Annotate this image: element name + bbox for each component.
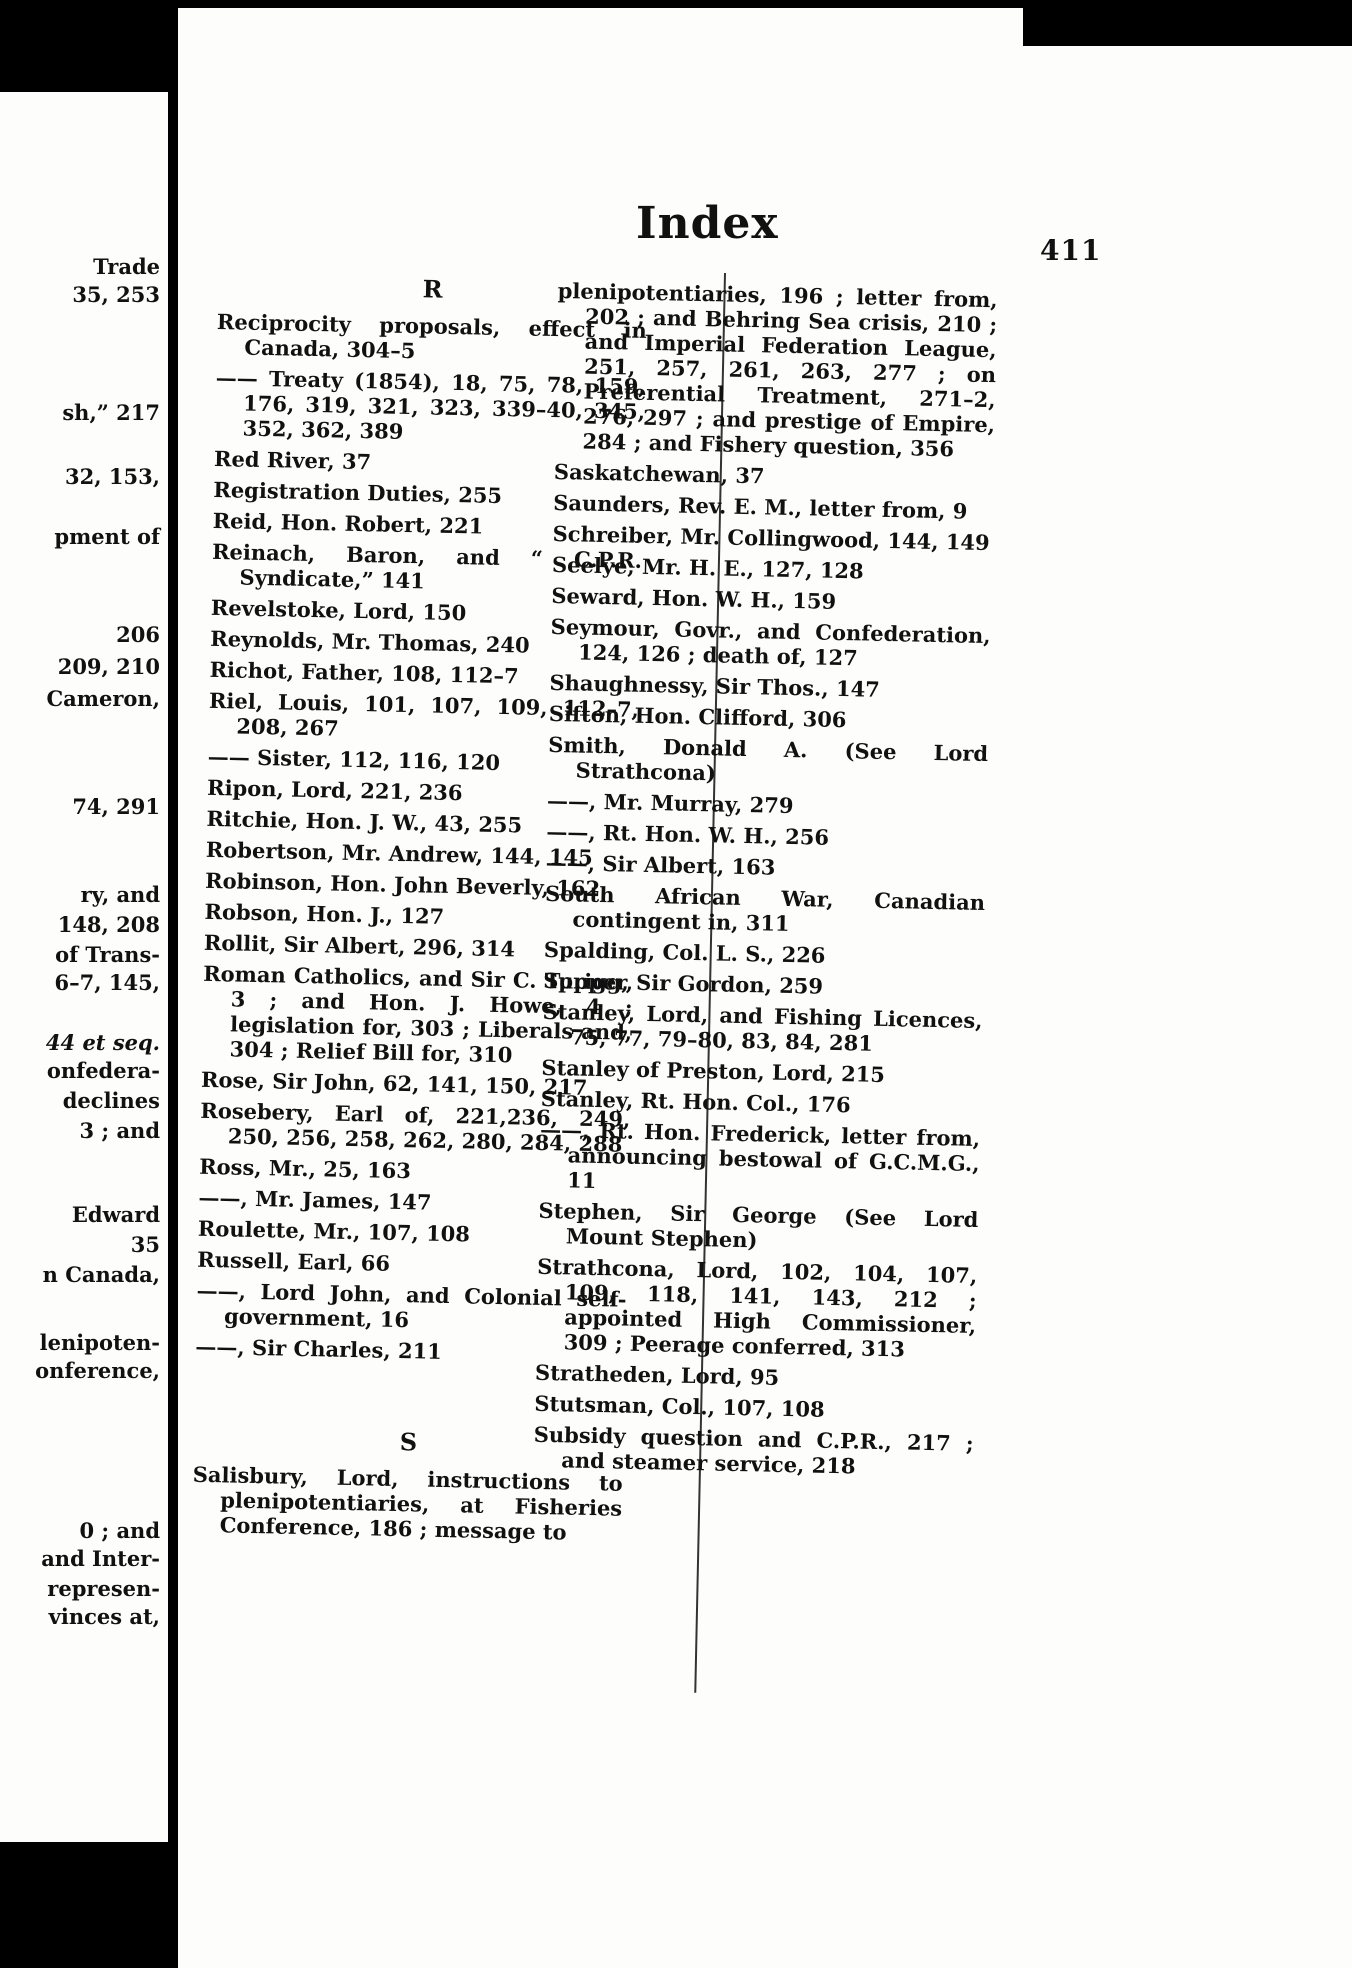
index-entry: Seelye, Mr. H. E., 127, 128 bbox=[551, 551, 864, 584]
scan-edge bbox=[1023, 8, 1352, 46]
index-entry: Sifton, Hon. Clifford, 306 bbox=[548, 700, 847, 733]
left-fragment-line: declines bbox=[62, 1088, 160, 1113]
left-fragment-line: 6–7, 145, bbox=[54, 970, 160, 995]
index-entry: Strathcona, Lord, 102, 104, 107, 109, 118, 141, 143, 212 ; appointed High Commissioner, 309 ; Peerage conferred, 313 bbox=[537, 1253, 978, 1362]
left-fragment-line: 209, 210 bbox=[57, 654, 160, 679]
section-letter-s: S bbox=[399, 1427, 418, 1457]
page-gutter bbox=[170, 20, 178, 1955]
index-entry: Smith, Donald A. (See Lord Strathcona) bbox=[547, 731, 989, 786]
index-entry: Stanley, Lord, and Fishing Licences, 75, 77, 79–80, 83, 84, 281 bbox=[542, 998, 983, 1056]
left-fragment-line: represen- bbox=[47, 1576, 160, 1601]
index-entry: Rosebery, Earl of, 221,236, 249, 250, 256, 258, 262, 280, 284, 288 bbox=[200, 1097, 631, 1157]
left-fragment-line: sh,” 217 bbox=[62, 400, 160, 425]
left-fragment-line: 206 bbox=[116, 622, 160, 647]
index-entry: —— Sister, 112, 116, 120 bbox=[207, 743, 501, 776]
index-entry: Riel, Louis, 101, 107, 109, 112–7, 208, 267 bbox=[208, 687, 640, 741]
index-entry: ——, Rt. Hon. W. H., 256 bbox=[546, 818, 830, 850]
index-entry: Shaughnessy, Sir Thos., 147 bbox=[549, 669, 881, 702]
index-entry: Roulette, Mr., 107, 108 bbox=[197, 1215, 471, 1247]
index-entry: Rollit, Sir Albert, 296, 314 bbox=[203, 929, 516, 962]
left-fragment-line: Cameron, bbox=[46, 686, 160, 711]
index-entry: ——, Rt. Hon. Frederick, letter from, announcing bestowal of G.C.M.G., 11 bbox=[539, 1116, 981, 1193]
index-entry: Stutsman, Col., 107, 108 bbox=[534, 1390, 825, 1422]
index-entry: Stanley of Preston, Lord, 215 bbox=[541, 1054, 886, 1088]
left-fragment-line: onference, bbox=[35, 1358, 160, 1383]
left-fragment-line: n Canada, bbox=[42, 1262, 160, 1287]
index-entry: Stephen, Sir George (See Lord Mount Stephen) bbox=[538, 1197, 979, 1253]
left-fragment-line: 35, 253 bbox=[72, 282, 160, 307]
index-entry: Stratheden, Lord, 95 bbox=[534, 1359, 780, 1390]
index-entry: Reid, Hon. Robert, 221 bbox=[212, 507, 484, 539]
section-letter-r: R bbox=[422, 274, 443, 304]
index-entry: Saskatchewan, 37 bbox=[553, 458, 765, 489]
left-fragment-line: 0 ; and bbox=[79, 1518, 160, 1543]
left-fragment-line: vinces at, bbox=[48, 1604, 160, 1629]
index-entry: Seward, Hon. W. H., 159 bbox=[551, 582, 837, 614]
index-entry: Red River, 37 bbox=[213, 445, 372, 475]
left-fragment-line: lenipoten- bbox=[39, 1330, 160, 1355]
left-fragment-line: 32, 153, bbox=[65, 464, 160, 489]
index-page bbox=[178, 8, 1352, 1968]
index-entry: ——, Sir Charles, 211 bbox=[195, 1333, 443, 1364]
index-entry: Roman Catholics, and Sir C. Tupper, 3 ; and Hon. J. Howe, 4 ; legislation for, 303 ; Liberals and, 304 ; Relief Bill for, 310 bbox=[203, 960, 634, 1068]
index-entry: South African War, Canadian contingent in, 311 bbox=[544, 880, 986, 936]
index-entry: Salisbury, Lord, instructions to plenipotentiaries, at Fisheries Conference, 186 ; message to bbox=[192, 1461, 623, 1545]
index-entry: Spalding, Col. L. S., 226 bbox=[543, 936, 826, 968]
index-entry: Ripon, Lord, 221, 236 bbox=[206, 774, 463, 806]
page-number: 411 bbox=[1040, 234, 1102, 267]
index-entry: Reinach, Baron, and “ C.P.R. Syndicate,” 141 bbox=[211, 538, 643, 594]
left-fragment-line: of Trans- bbox=[55, 942, 160, 967]
left-fragment-line: ry, and bbox=[80, 882, 160, 907]
index-entry: ——, Lord John, and Colonial self-government, 16 bbox=[196, 1277, 627, 1333]
page-title: Index bbox=[636, 198, 779, 249]
left-fragment-line: 35 bbox=[130, 1232, 160, 1257]
left-fragment-line: Trade bbox=[93, 254, 160, 279]
index-entry: Registration Duties, 255 bbox=[213, 476, 503, 508]
index-entry: Robinson, Hon. John Beverly, 162 bbox=[204, 867, 601, 902]
left-fragment-line: 44 et seq. bbox=[45, 1030, 160, 1055]
index-entry: plenipotentiaries, 196 ; letter from, 202 ; and Behring Sea crisis, 210 ; and Imperial Federation League, 251, 257, 261, 263, 277 ; on Preferential Treatment, 271–2, 276, 297 ; and prestige of Empire, 284 ; and Fishery question, 356 bbox=[557, 278, 998, 462]
left-fragment-line: 74, 291 bbox=[72, 794, 160, 819]
index-entry: Saunders, Rev. E. M., letter from, 9 bbox=[553, 489, 968, 524]
index-entry: ——, Mr. Murray, 279 bbox=[546, 787, 794, 819]
index-entry: Robson, Hon. J., 127 bbox=[204, 898, 445, 929]
index-entry: ——, Sir Albert, 163 bbox=[545, 849, 776, 880]
index-entry: Sprigg, Sir Gordon, 259 bbox=[543, 967, 824, 999]
index-entry: Stanley, Rt. Hon. Col., 176 bbox=[540, 1085, 851, 1118]
index-column-right bbox=[533, 278, 998, 1487]
left-page-fragment bbox=[0, 92, 168, 1842]
index-entry: Robertson, Mr. Andrew, 144, 145 bbox=[205, 836, 593, 870]
index-entry: ——, Mr. James, 147 bbox=[198, 1184, 432, 1215]
left-fragment-line: 3 ; and bbox=[79, 1118, 160, 1143]
left-fragment-line: Edward bbox=[71, 1202, 160, 1227]
left-fragment-line: 148, 208 bbox=[57, 912, 160, 937]
index-entry: Ross, Mr., 25, 163 bbox=[198, 1153, 412, 1184]
index-entry: Revelstoke, Lord, 150 bbox=[210, 594, 467, 626]
index-entry: Richot, Father, 108, 112–7 bbox=[209, 656, 519, 689]
index-entry: Reynolds, Mr. Thomas, 240 bbox=[210, 625, 530, 658]
index-entry: Reciprocity proposals, effect in Canada, 304–5 bbox=[216, 308, 648, 364]
left-fragment-line: and Inter- bbox=[41, 1546, 160, 1571]
index-entry: —— Treaty (1854), 18, 75, 78, 159, 176, 319, 321, 323, 339–40, 345, 352, 362, 389 bbox=[215, 364, 646, 444]
index-entry: Seymour, Govr., and Confederation, 124, 126 ; death of, 127 bbox=[550, 613, 991, 671]
index-entry: Ritchie, Hon. J. W., 43, 255 bbox=[206, 805, 523, 838]
index-entry: Subsidy question and C.P.R., 217 ; and steamer service, 218 bbox=[533, 1421, 974, 1479]
index-entry: Rose, Sir John, 62, 141, 150, 217 bbox=[200, 1066, 588, 1100]
left-fragment-line: onfedera- bbox=[46, 1058, 160, 1083]
index-entry: Schreiber, Mr. Collingwood, 144, 149 bbox=[552, 520, 990, 556]
left-fragment-line: pment of bbox=[54, 524, 160, 549]
index-entry: Russell, Earl, 66 bbox=[197, 1246, 391, 1276]
